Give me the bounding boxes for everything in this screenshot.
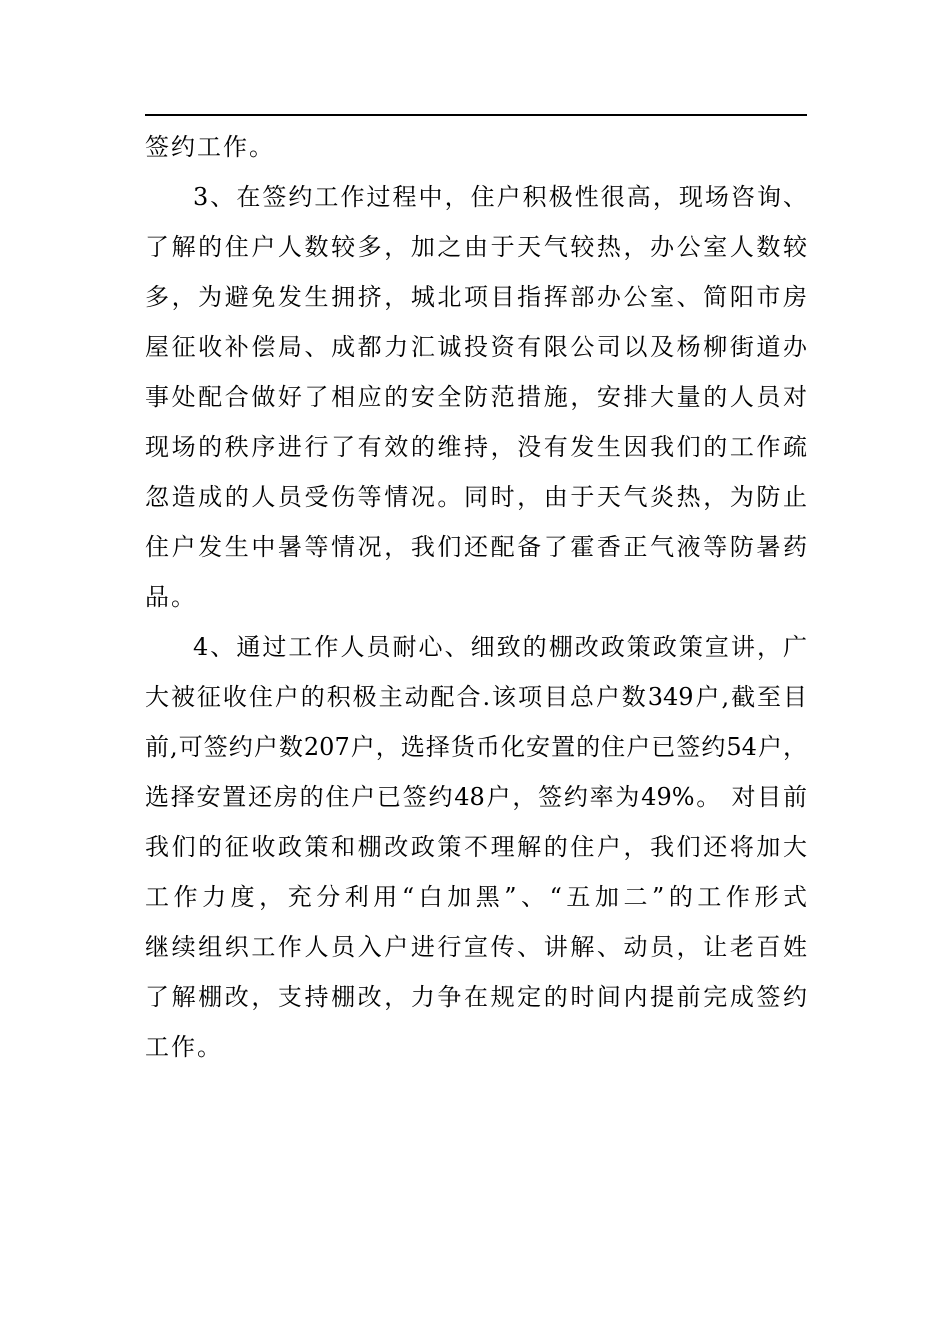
document-body bbox=[145, 122, 807, 1072]
text-line: 4、通过工作人员耐心、细致的棚改政策政策宣讲，广 bbox=[193, 633, 807, 661]
text-line: 继续组织工作人员入户进行宣传、讲解、动员，让老百姓 bbox=[145, 933, 807, 961]
text-line: 签约工作。 bbox=[145, 133, 275, 161]
text-line: 现场的秩序进行了有效的维持，没有发生因我们的工作疏 bbox=[145, 433, 807, 461]
text-line: 工作。 bbox=[145, 1033, 223, 1061]
text-line: 3、在签约工作过程中，住户积极性很高，现场咨询、 bbox=[193, 183, 807, 211]
text-line: 了解棚改，支持棚改，力争在规定的时间内提前完成签约 bbox=[145, 983, 807, 1011]
text-line: 选择安置还房的住户已签约48户，签约率为49%。 对目前 bbox=[145, 783, 807, 811]
text-line: 前,可签约户数207户，选择货币化安置的住户已签约54户， bbox=[145, 733, 807, 761]
text-line: 品。 bbox=[145, 583, 197, 611]
text-line: 了解的住户人数较多，加之由于天气较热，办公室人数较 bbox=[145, 233, 807, 261]
text-line: 住户发生中暑等情况，我们还配备了霍香正气液等防暑药 bbox=[145, 533, 807, 561]
text-line: 事处配合做好了相应的安全防范措施，安排大量的人员对 bbox=[145, 383, 807, 411]
text-line: 工作力度，充分利用“白加黑”、“五加二”的工作形式 bbox=[145, 883, 807, 911]
text-line: 我们的征收政策和棚改政策不理解的住户，我们还将加大 bbox=[145, 833, 807, 861]
text-line: 大被征收住户的积极主动配合.该项目总户数349户,截至目 bbox=[145, 683, 807, 711]
text-line: 多，为避免发生拥挤，城北项目指挥部办公室、简阳市房 bbox=[145, 283, 807, 311]
header-rule bbox=[145, 114, 807, 116]
text-line: 屋征收补偿局、成都力汇诚投资有限公司以及杨柳街道办 bbox=[145, 333, 807, 361]
text-line: 忽造成的人员受伤等情况。同时，由于天气炎热，为防止 bbox=[145, 483, 807, 511]
